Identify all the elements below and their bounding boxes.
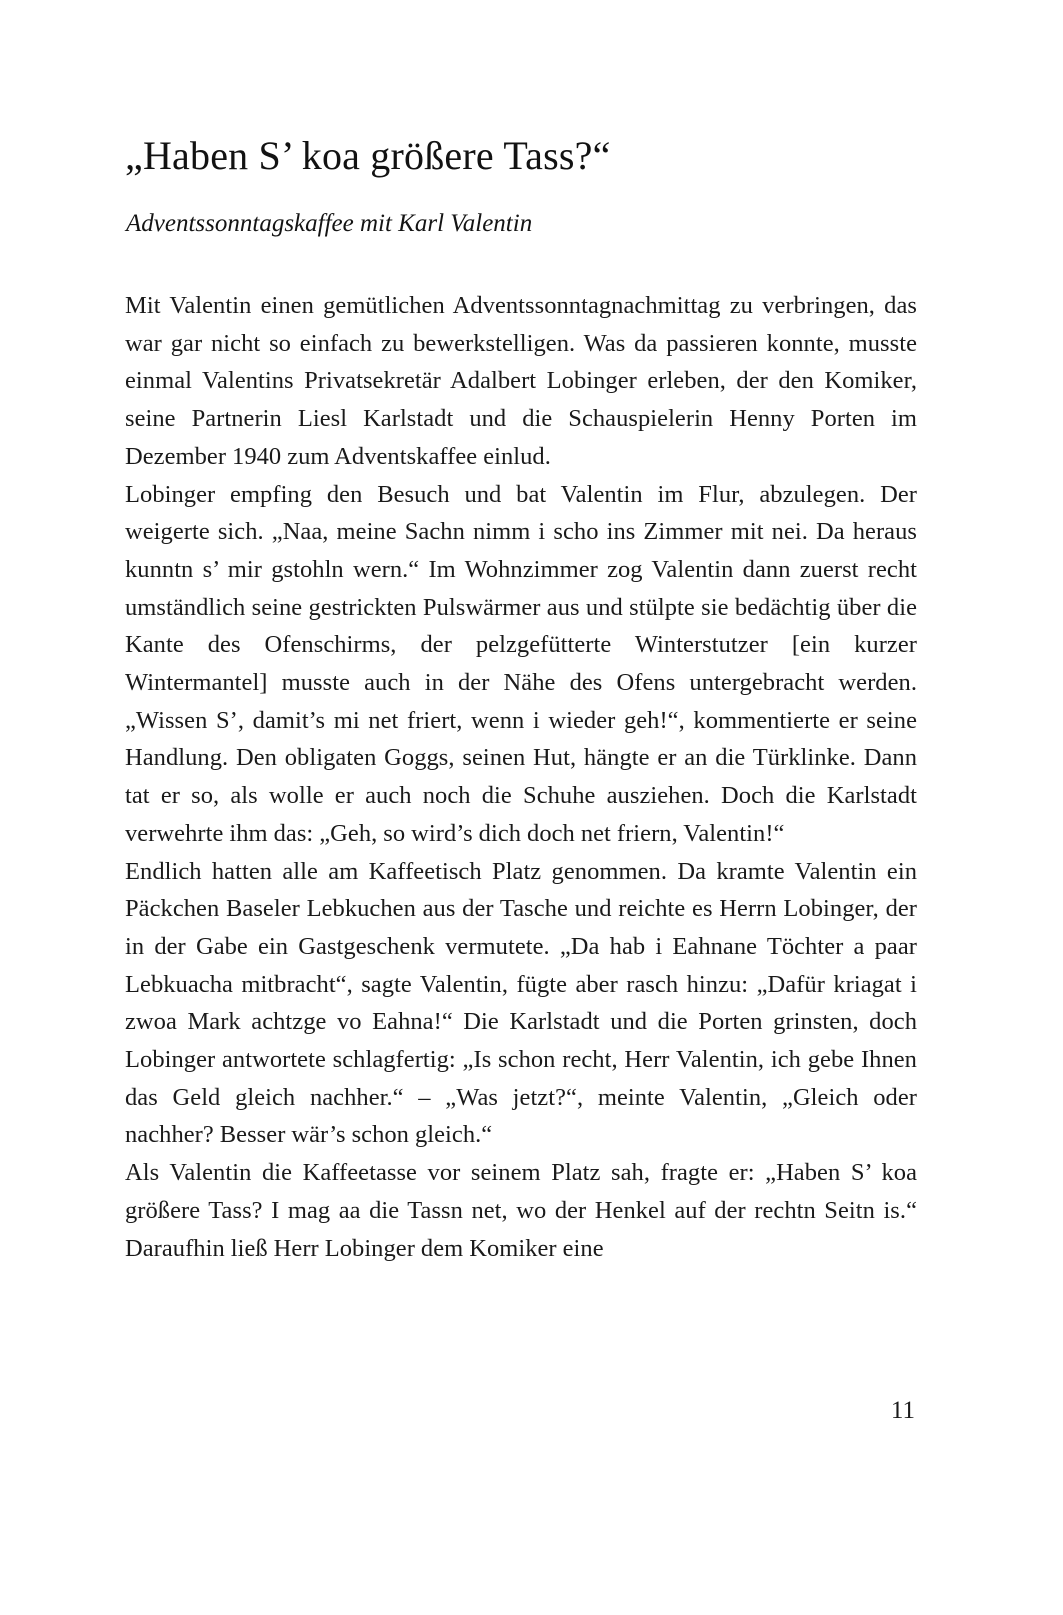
body-text <box>125 287 917 1267</box>
paragraph: Mit Valentin einen gemütlichen Adventssonntagnachmittag zu verbringen, das war gar nicht so einfach zu bewerkstelligen. Was da passieren konnte, musste einmal Valentins Privatsekretär Adalbert Lobinger erleben, der den Komiker, seine Partnerin Liesl Karlstadt und die Schauspielerin Henny Porten im Dezember 1940 zum Adventskaffee einlud. <box>125 292 917 470</box>
page-number: 11 <box>890 1397 915 1424</box>
paragraph: Als Valentin die Kaffeetasse vor seinem Platz sah, fragte er: „Haben S’ koa größere Tass? I mag aa die Tassn net, wo der Henkel auf der rechtn Seitn is.“ Daraufhin ließ Herr Lobinger dem Komiker eine <box>125 1159 917 1262</box>
paragraph: Lobinger empfing den Besuch und bat Valentin im Flur, abzulegen. Der weigerte sich. „Naa, meine Sachn nimm i scho ins Zimmer mit nei. Da heraus kunntn s’ mir gstohln wern.“ Im Wohnzimmer zog Valentin dann zuerst recht umständlich seine gestrickten Pulswärmer aus und stülpte sie bedächtig über die Kante des Ofenschirms, der pelzgefütterte Winterstutzer [ein kurzer Wintermantel] musste auch in der Nähe des Ofens untergebracht werden. „Wissen S’, damit’s mi net friert, wenn i wieder geh!“, kommentierte er seine Handlung. Den obligaten Goggs, seinen Hut, hängte er an die Türklinke. Dann tat er so, als wolle er auch noch die Schuhe ausziehen. Doch die Karlstadt verwehrte ihm das: „Geh, so wird’s dich doch net friern, Valentin!“ <box>125 480 917 847</box>
paragraph: Endlich hatten alle am Kaffeetisch Platz genommen. Da kramte Valentin ein Päckchen Baseler Lebkuchen aus der Tasche und reichte es Herrn Lobinger, der in der Gabe ein Gastgeschenk vermutete. „Da hab i Eahnane Töchter a paar Lebkuacha mitbracht“, sagte Valentin, fügte aber rasch hinzu: „Dafür kriagat i zwoa Mark achtzge vo Eahna!“ Die Karlstadt und die Porten grinsten, doch Lobinger antwortete schlagfertig: „Is schon recht, Herr Valentin, ich gebe Ihnen das Geld gleich nachher.“ – „Was jetzt?“, meinte Valentin, „Gleich oder nachher? Besser wär’s schon gleich.“ <box>125 857 917 1149</box>
page-subtitle: Adventssonntagskaffee mit Karl Valentin <box>126 210 533 237</box>
page-title: „Haben S’ koa größere Tass?“ <box>125 133 611 178</box>
